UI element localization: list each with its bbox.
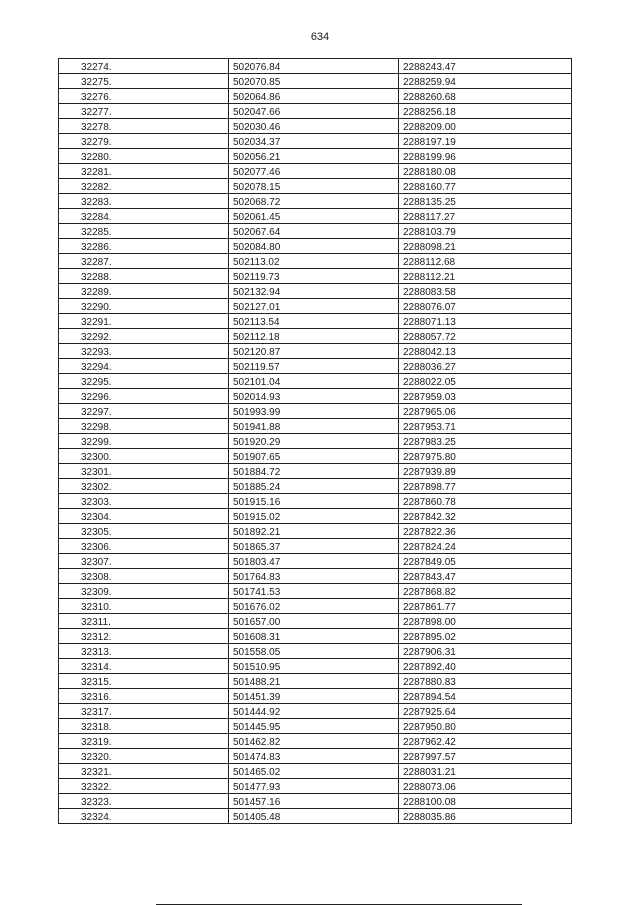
table-row — [59, 689, 571, 704]
point-number-cell: 32288. — [59, 269, 229, 283]
northing-cell: 2287965.06 — [403, 407, 456, 418]
table-row — [59, 749, 571, 764]
northing-cell: 2288076.07 — [403, 302, 456, 313]
easting-cell: 502119.57 — [229, 359, 399, 373]
easting-cell: 501657.00 — [229, 614, 399, 628]
table-row — [59, 464, 571, 479]
table-row — [59, 479, 571, 494]
point-number-cell: 32285. — [59, 224, 229, 238]
northing-cell: 2288256.18 — [403, 107, 456, 118]
easting-cell: 502030.46 — [229, 119, 399, 133]
easting-cell: 502077.46 — [229, 164, 399, 178]
point-number-cell: 32295. — [59, 374, 229, 388]
easting-cell: 501915.02 — [229, 509, 399, 523]
easting-cell: 502120.87 — [229, 344, 399, 358]
northing-cell: 2288135.25 — [403, 197, 456, 208]
table-row — [59, 509, 571, 524]
point-number-cell: 32277. — [59, 104, 229, 118]
table-row — [59, 569, 571, 584]
easting-cell: 501444.92 — [229, 704, 399, 718]
point-number-cell: 32320. — [59, 749, 229, 763]
northing-cell: 2287860.78 — [403, 497, 456, 508]
table-row — [59, 89, 571, 104]
easting-cell: 502101.04 — [229, 374, 399, 388]
point-number-cell: 32309. — [59, 584, 229, 598]
easting-cell: 501477.93 — [229, 779, 399, 793]
northing-cell: 2288031.21 — [403, 767, 456, 778]
easting-cell: 501865.37 — [229, 539, 399, 553]
point-number-cell: 32299. — [59, 434, 229, 448]
easting-cell: 501474.83 — [229, 749, 399, 763]
table-row — [59, 554, 571, 569]
page-number: 634 — [310, 31, 330, 43]
easting-cell: 501510.95 — [229, 659, 399, 673]
easting-cell: 502078.15 — [229, 179, 399, 193]
table-row — [59, 449, 571, 464]
easting-cell: 502014.93 — [229, 389, 399, 403]
point-number-cell: 32274. — [59, 59, 229, 73]
easting-cell: 502084.80 — [229, 239, 399, 253]
northing-cell: 2287868.82 — [403, 587, 456, 598]
point-number-cell: 32314. — [59, 659, 229, 673]
northing-cell: 2288100.08 — [403, 797, 456, 808]
point-number-cell: 32303. — [59, 494, 229, 508]
northing-cell: 2287997.57 — [403, 752, 456, 763]
northing-cell: 2287843.47 — [403, 572, 456, 583]
northing-cell: 2287898.00 — [403, 617, 456, 628]
table-row — [59, 404, 571, 419]
table-row — [59, 659, 571, 674]
easting-cell: 501741.53 — [229, 584, 399, 598]
easting-cell: 501892.21 — [229, 524, 399, 538]
table-row — [59, 809, 571, 824]
point-number-cell: 32306. — [59, 539, 229, 553]
table-row — [59, 74, 571, 89]
point-number-cell: 32293. — [59, 344, 229, 358]
table-row — [59, 209, 571, 224]
northing-cell: 2287959.03 — [403, 392, 456, 403]
table-row — [59, 629, 571, 644]
point-number-cell: 32280. — [59, 149, 229, 163]
coordinate-table — [58, 58, 572, 824]
easting-cell: 501915.16 — [229, 494, 399, 508]
point-number-cell: 32322. — [59, 779, 229, 793]
northing-cell: 2287824.24 — [403, 542, 456, 553]
northing-cell: 2287861.77 — [403, 602, 456, 613]
easting-cell: 502034.37 — [229, 134, 399, 148]
table-row — [59, 344, 571, 359]
table-row — [59, 389, 571, 404]
northing-cell: 2288112.68 — [403, 257, 456, 268]
easting-cell: 501907.65 — [229, 449, 399, 463]
point-number-cell: 32281. — [59, 164, 229, 178]
easting-cell: 502068.72 — [229, 194, 399, 208]
easting-cell: 501451.39 — [229, 689, 399, 703]
northing-cell: 2287983.25 — [403, 437, 456, 448]
northing-cell: 2288036.27 — [403, 362, 456, 373]
northing-cell: 2287906.31 — [403, 647, 456, 658]
point-number-cell: 32311. — [59, 614, 229, 628]
northing-cell: 2288160.77 — [403, 182, 456, 193]
table-row — [59, 434, 571, 449]
easting-cell: 502056.21 — [229, 149, 399, 163]
northing-cell: 2288199.96 — [403, 152, 456, 163]
northing-cell: 2288259.94 — [403, 77, 456, 88]
point-number-cell: 32282. — [59, 179, 229, 193]
easting-cell: 501558.05 — [229, 644, 399, 658]
easting-cell: 502047.66 — [229, 104, 399, 118]
northing-cell: 2288035.86 — [403, 812, 456, 823]
table-row — [59, 134, 571, 149]
point-number-cell: 32298. — [59, 419, 229, 433]
table-row — [59, 794, 571, 809]
northing-cell: 2287822.36 — [403, 527, 456, 538]
point-number-cell: 32312. — [59, 629, 229, 643]
point-number-cell: 32287. — [59, 254, 229, 268]
point-number-cell: 32308. — [59, 569, 229, 583]
northing-cell: 2288057.72 — [403, 332, 456, 343]
table-row — [59, 299, 571, 314]
northing-cell: 2288083.58 — [403, 287, 456, 298]
table-row — [59, 119, 571, 134]
easting-cell: 501920.29 — [229, 434, 399, 448]
table-row — [59, 419, 571, 434]
point-number-cell: 32276. — [59, 89, 229, 103]
table-row — [59, 374, 571, 389]
easting-cell: 501462.82 — [229, 734, 399, 748]
point-number-cell: 32278. — [59, 119, 229, 133]
point-number-cell: 32315. — [59, 674, 229, 688]
table-row — [59, 494, 571, 509]
northing-cell: 2287894.54 — [403, 692, 456, 703]
northing-cell: 2287898.77 — [403, 482, 456, 493]
northing-cell: 2288073.06 — [403, 782, 456, 793]
northing-cell: 2287953.71 — [403, 422, 456, 433]
point-number-cell: 32292. — [59, 329, 229, 343]
table-row — [59, 59, 571, 74]
point-number-cell: 32324. — [59, 809, 229, 823]
point-number-cell: 32318. — [59, 719, 229, 733]
easting-cell: 501803.47 — [229, 554, 399, 568]
table-row — [59, 104, 571, 119]
point-number-cell: 32310. — [59, 599, 229, 613]
table-row — [59, 674, 571, 689]
easting-cell: 502061.45 — [229, 209, 399, 223]
table-row — [59, 524, 571, 539]
northing-cell: 2287975.80 — [403, 452, 456, 463]
easting-cell: 502070.85 — [229, 74, 399, 88]
easting-cell: 502067.64 — [229, 224, 399, 238]
point-number-cell: 32317. — [59, 704, 229, 718]
northing-cell: 2287880.83 — [403, 677, 456, 688]
easting-cell: 501445.95 — [229, 719, 399, 733]
northing-cell: 2287925.64 — [403, 707, 456, 718]
easting-cell: 501465.02 — [229, 764, 399, 778]
point-number-cell: 32289. — [59, 284, 229, 298]
table-row — [59, 254, 571, 269]
point-number-cell: 32323. — [59, 794, 229, 808]
table-row — [59, 644, 571, 659]
easting-cell: 502064.86 — [229, 89, 399, 103]
point-number-cell: 32300. — [59, 449, 229, 463]
easting-cell: 502076.84 — [229, 59, 399, 73]
table-row — [59, 164, 571, 179]
table-row — [59, 719, 571, 734]
northing-cell: 2287842.32 — [403, 512, 456, 523]
northing-cell: 2287895.02 — [403, 632, 456, 643]
table-row — [59, 179, 571, 194]
point-number-cell: 32284. — [59, 209, 229, 223]
easting-cell: 502112.18 — [229, 329, 399, 343]
table-row — [59, 284, 571, 299]
northing-cell: 2288117.27 — [403, 212, 456, 223]
table-row — [59, 329, 571, 344]
point-number-cell: 32297. — [59, 404, 229, 418]
table-row — [59, 779, 571, 794]
easting-cell: 502113.54 — [229, 314, 399, 328]
point-number-cell: 32294. — [59, 359, 229, 373]
northing-cell: 2287950.80 — [403, 722, 456, 733]
easting-cell: 501764.83 — [229, 569, 399, 583]
table-row — [59, 239, 571, 254]
easting-cell: 501608.31 — [229, 629, 399, 643]
easting-cell: 501405.48 — [229, 809, 399, 823]
northing-cell: 2287892.40 — [403, 662, 456, 673]
northing-cell: 2288103.79 — [403, 227, 456, 238]
point-number-cell: 32321. — [59, 764, 229, 778]
table-row — [59, 764, 571, 779]
point-number-cell: 32307. — [59, 554, 229, 568]
point-number-cell: 32301. — [59, 464, 229, 478]
easting-cell: 501676.02 — [229, 599, 399, 613]
northing-cell: 2288260.68 — [403, 92, 456, 103]
table-row — [59, 734, 571, 749]
point-number-cell: 32279. — [59, 134, 229, 148]
point-number-cell: 32275. — [59, 74, 229, 88]
northing-cell: 2288197.19 — [403, 137, 456, 148]
point-number-cell: 32316. — [59, 689, 229, 703]
easting-cell: 502132.94 — [229, 284, 399, 298]
northing-cell: 2288180.08 — [403, 167, 456, 178]
table-row — [59, 194, 571, 209]
northing-cell: 2287962.42 — [403, 737, 456, 748]
easting-cell: 501884.72 — [229, 464, 399, 478]
table-row — [59, 149, 571, 164]
table-row — [59, 599, 571, 614]
point-number-cell: 32290. — [59, 299, 229, 313]
easting-cell: 501488.21 — [229, 674, 399, 688]
table-row — [59, 269, 571, 284]
easting-cell: 502119.73 — [229, 269, 399, 283]
table-row — [59, 584, 571, 599]
easting-cell: 502127.01 — [229, 299, 399, 313]
point-number-cell: 32304. — [59, 509, 229, 523]
northing-cell: 2288209.00 — [403, 122, 456, 133]
table-row — [59, 614, 571, 629]
easting-cell: 502113.02 — [229, 254, 399, 268]
northing-cell: 2288042.13 — [403, 347, 456, 358]
northing-cell: 2287849.05 — [403, 557, 456, 568]
northing-cell: 2288071.13 — [403, 317, 456, 328]
point-number-cell: 32319. — [59, 734, 229, 748]
table-row — [59, 539, 571, 554]
point-number-cell: 32291. — [59, 314, 229, 328]
easting-cell: 501941.88 — [229, 419, 399, 433]
northing-cell: 2288022.05 — [403, 377, 456, 388]
northing-cell: 2288098.21 — [403, 242, 456, 253]
point-number-cell: 32286. — [59, 239, 229, 253]
northing-cell: 2287939.89 — [403, 467, 456, 478]
point-number-cell: 32302. — [59, 479, 229, 493]
northing-cell: 2288243.47 — [403, 62, 456, 73]
northing-cell: 2288112.21 — [403, 272, 456, 283]
table-row — [59, 359, 571, 374]
easting-cell: 501993.99 — [229, 404, 399, 418]
point-number-cell: 32305. — [59, 524, 229, 538]
easting-cell: 501457.16 — [229, 794, 399, 808]
point-number-cell: 32313. — [59, 644, 229, 658]
easting-cell: 501885.24 — [229, 479, 399, 493]
point-number-cell: 32296. — [59, 389, 229, 403]
table-row — [59, 314, 571, 329]
point-number-cell: 32283. — [59, 194, 229, 208]
table-row — [59, 224, 571, 239]
table-row — [59, 704, 571, 719]
